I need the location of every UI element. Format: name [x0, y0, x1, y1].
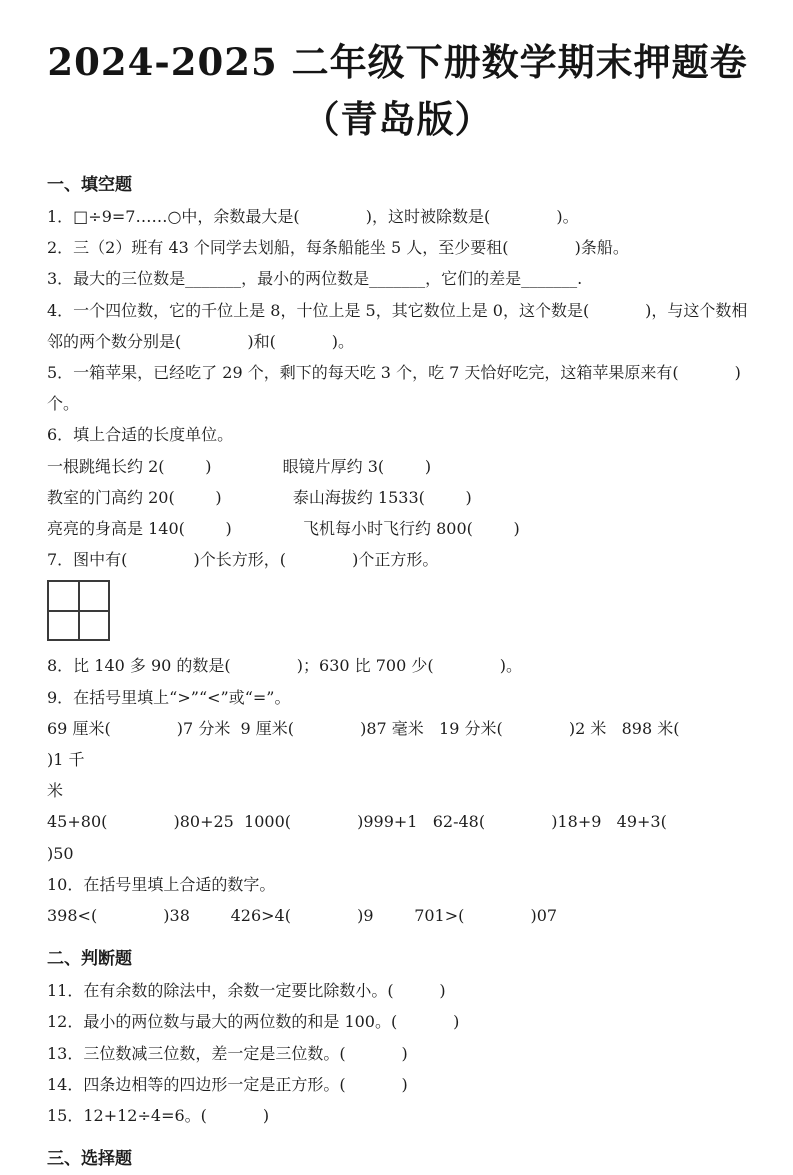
grid-cell — [48, 581, 79, 611]
question-9: 9．在括号里填上“>”“<”或“=”。 — [47, 687, 291, 707]
section-heading-fill-blanks: 一、填空题 — [47, 175, 132, 195]
question-9-compare-row-2: 45+80( )80+25 1000( )999+1 62-48( )18+9 49+3( )50 — [47, 812, 733, 863]
grid-cell — [79, 611, 110, 641]
grid-cell — [79, 581, 110, 611]
page-title — [47, 34, 748, 148]
grid-cell — [48, 611, 79, 641]
question-10-values-row: 398<( )38 426>4( )9 701>( )07 — [47, 906, 558, 926]
question-7: 7．图中有( )个长方形，( )个正方形。 — [47, 550, 439, 570]
question-6: 6．填上合适的长度单位。 — [47, 425, 234, 445]
question-7-grid-figure — [47, 580, 110, 641]
question-2: 2．三（2）班有 43 个同学去划船，每条船能坐 5 人，至少要租( )条船。 — [47, 238, 629, 258]
question-14: 14．四条边相等的四边形一定是正方形。( ) — [47, 1074, 408, 1094]
question-4: 4．一个四位数，它的千位上是 8，十位上是 5，其它数位上是 0，这个数是( )，与这个数相 — [47, 300, 748, 320]
question-3: 3．最大的三位数是_______，最小的两位数是_______，它们的差是_______. — [47, 269, 583, 289]
page-title-line-2: （青岛版） — [302, 97, 493, 141]
section-heading-multiple-choice: 三、选择题 — [47, 1149, 132, 1170]
question-6-unit-row-1: 一根跳绳长约 2( ) 眼镜片厚约 3( ) — [47, 456, 432, 476]
question-6-unit-row-2: 教室的门高约 20( ) 泰山海拔约 1533( ) — [47, 487, 472, 507]
question-15: 15．12+12÷4=6。( ) — [47, 1106, 270, 1126]
question-9-compare-row-1: 69 厘米( )7 分米 9 厘米( )87 毫米 19 分米( )2 米 898 米( )1 千 — [47, 718, 736, 770]
section-heading-true-false: 二、判断题 — [47, 949, 132, 970]
question-8: 8．比 140 多 90 的数是( )；630 比 700 少( )。 — [47, 656, 522, 676]
question-9-compare-row-1-wrap: 米 — [47, 781, 64, 801]
question-10: 10．在括号里填上合适的数字。 — [47, 874, 276, 894]
question-5: 5．一箱苹果，已经吃了 29 个，剩下的每天吃 3 个，吃 7 天恰好吃完，这箱苹果原来有( )个。 — [47, 363, 741, 414]
question-11: 11．在有余数的除法中，余数一定要比除数小。( ) — [47, 981, 446, 1001]
question-4-continuation: 邻的两个数分别是( )和( )。 — [47, 331, 355, 351]
question-12: 12．最小的两位数与最大的两位数的和是 100。( ) — [47, 1012, 460, 1032]
question-1: 1．□÷9=7……○中，余数最大是( )，这时被除数是( )。 — [47, 207, 579, 226]
question-6-unit-row-3: 亮亮的身高是 140( ) 飞机每小时飞行约 800( ) — [47, 519, 520, 539]
exam-content — [47, 170, 748, 1175]
question-13: 13．三位数减三位数，差一定是三位数。( ) — [47, 1043, 408, 1063]
page-title-line-1: 2024-2025 二年级下册数学期末押题卷 — [47, 40, 748, 84]
